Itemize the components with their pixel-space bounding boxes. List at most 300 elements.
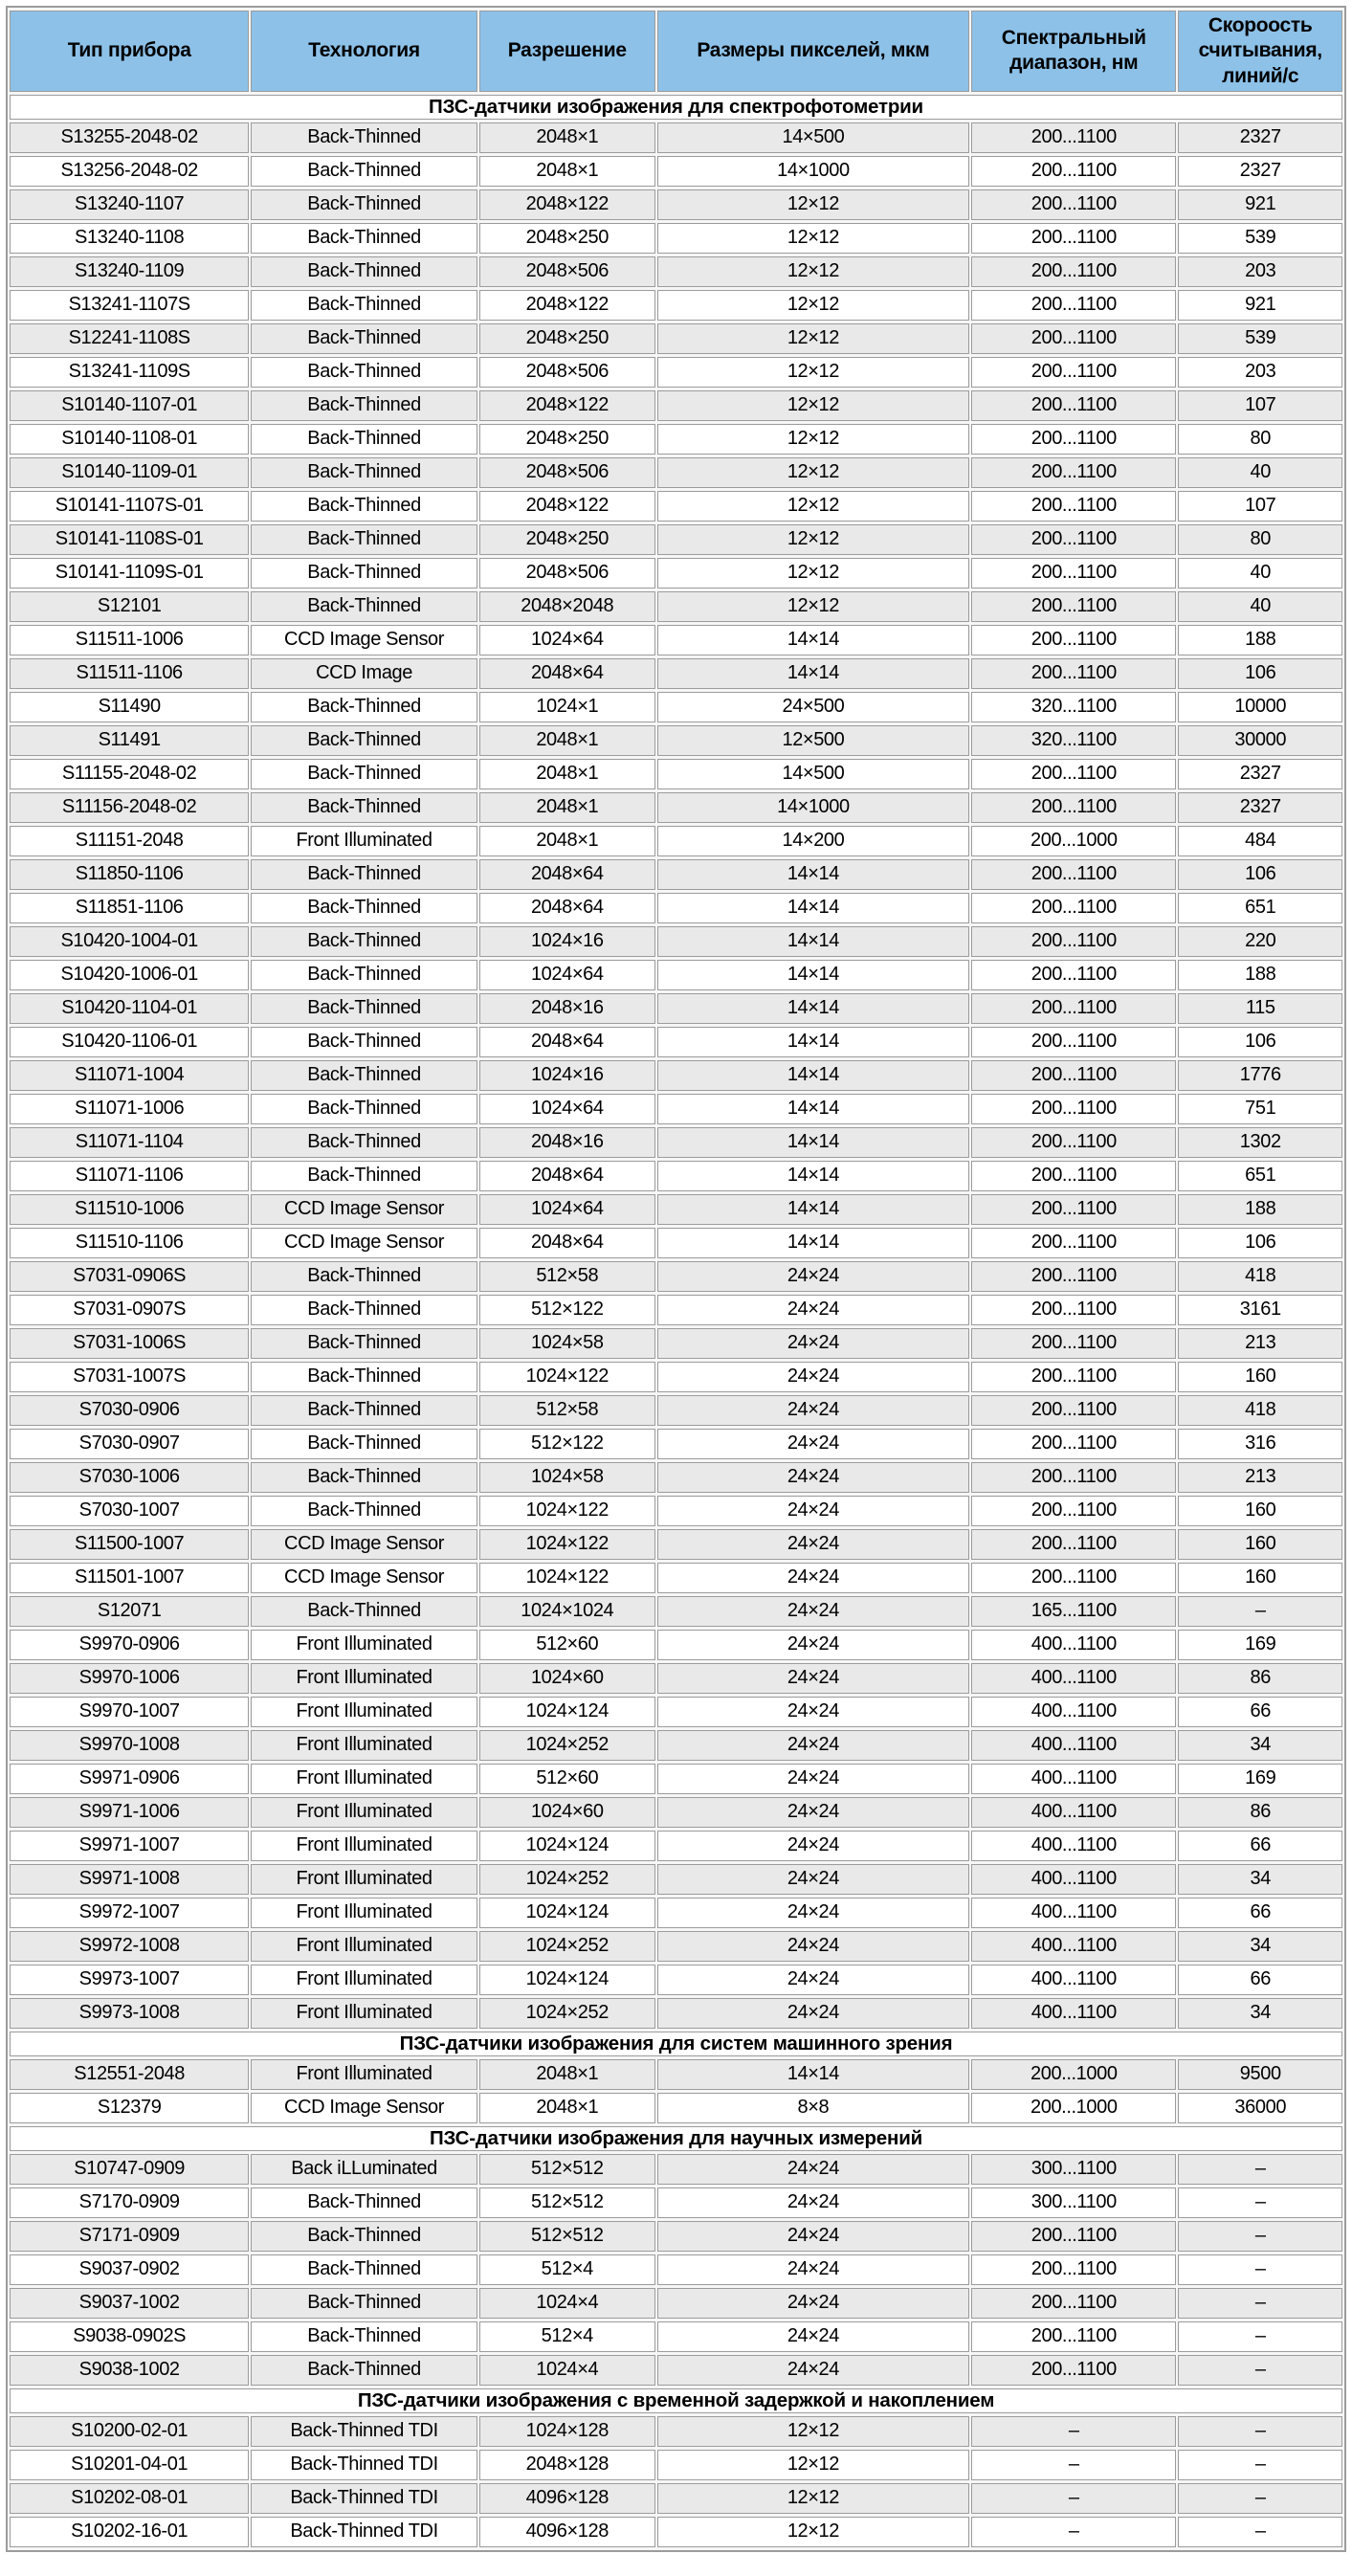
table-row (10, 457, 1342, 488)
cell-technology: Back-Thinned (251, 792, 477, 823)
cell-technology: Back-Thinned (251, 357, 477, 388)
cell-technology: Back-Thinned (251, 457, 477, 488)
cell-resolution: 2048×506 (479, 357, 655, 388)
column-header-device-type: Тип прибора (10, 11, 249, 92)
cell-readout-speed: – (1178, 2450, 1342, 2480)
cell-spectral-range: 400...1100 (971, 1764, 1176, 1794)
cell-pixel-size: 24×24 (657, 1697, 969, 1727)
cell-pixel-size: 24×24 (657, 1563, 969, 1593)
cell-spectral-range: 200...1000 (971, 2059, 1176, 2090)
table-row (10, 1898, 1342, 1928)
cell-spectral-range: 200...1100 (971, 2288, 1176, 2319)
cell-resolution: 2048×506 (479, 256, 655, 287)
cell-readout-speed: 539 (1178, 323, 1342, 354)
cell-technology: Back-Thinned (251, 993, 477, 1024)
cell-device-type: S10141-1107S-01 (10, 491, 249, 522)
cell-device-type: S7030-1006 (10, 1462, 249, 1493)
table-row (10, 1027, 1342, 1057)
cell-spectral-range: 200...1100 (971, 1027, 1176, 1057)
cell-device-type: S11156-2048-02 (10, 792, 249, 823)
cell-spectral-range: 400...1100 (971, 1998, 1176, 2029)
cell-resolution: 2048×64 (479, 859, 655, 890)
cell-spectral-range: 200...1100 (971, 1094, 1176, 1124)
cell-resolution: 4096×128 (479, 2517, 655, 2547)
cell-spectral-range: 200...1100 (971, 2321, 1176, 2352)
cell-readout-speed: 2327 (1178, 156, 1342, 187)
cell-pixel-size: 24×24 (657, 1764, 969, 1794)
cell-technology: CCD Image Sensor (251, 1228, 477, 1258)
table-row (10, 591, 1342, 622)
cell-resolution: 1024×124 (479, 1898, 655, 1928)
cell-device-type: S9970-1008 (10, 1730, 249, 1761)
cell-spectral-range: 200...1100 (971, 625, 1176, 655)
cell-spectral-range: – (971, 2416, 1176, 2447)
table-row (10, 1965, 1342, 1995)
cell-technology: Back-Thinned (251, 960, 477, 990)
table-row (10, 390, 1342, 421)
cell-technology: Back-Thinned (251, 290, 477, 321)
table-row (10, 792, 1342, 823)
cell-resolution: 512×4 (479, 2321, 655, 2352)
cell-technology: Back-Thinned (251, 2187, 477, 2218)
cell-spectral-range: 200...1100 (971, 357, 1176, 388)
cell-spectral-range: 200...1100 (971, 1161, 1176, 1191)
cell-resolution: 2048×1 (479, 792, 655, 823)
table-body (10, 95, 1342, 2547)
cell-readout-speed: 188 (1178, 1194, 1342, 1225)
cell-pixel-size: 24×500 (657, 692, 969, 722)
cell-spectral-range: 200...1100 (971, 1328, 1176, 1359)
table-row (10, 558, 1342, 588)
cell-readout-speed: 30000 (1178, 725, 1342, 756)
cell-readout-speed: 2327 (1178, 759, 1342, 789)
cell-device-type: S9973-1007 (10, 1965, 249, 1995)
cell-readout-speed: – (1178, 2416, 1342, 2447)
cell-readout-speed: 203 (1178, 256, 1342, 287)
cell-pixel-size: 14×14 (657, 993, 969, 1024)
cell-device-type: S7031-1007S (10, 1362, 249, 1392)
cell-device-type: S11511-1006 (10, 625, 249, 655)
cell-device-type: S11511-1106 (10, 658, 249, 689)
cell-resolution: 2048×1 (479, 725, 655, 756)
cell-readout-speed: 107 (1178, 491, 1342, 522)
cell-readout-speed: 106 (1178, 1027, 1342, 1057)
cell-pixel-size: 14×14 (657, 1094, 969, 1124)
cell-spectral-range: 400...1100 (971, 1931, 1176, 1962)
cell-readout-speed: – (1178, 2221, 1342, 2252)
cell-pixel-size: 14×14 (657, 625, 969, 655)
cell-resolution: 2048×1 (479, 759, 655, 789)
cell-technology: Front Illuminated (251, 1831, 477, 1861)
cell-device-type: S10141-1108S-01 (10, 524, 249, 555)
cell-readout-speed: 539 (1178, 223, 1342, 254)
column-header-readout-speed: Скороость считывания, линий/с (1178, 11, 1342, 92)
table-row (10, 2059, 1342, 2090)
cell-device-type: S9971-1008 (10, 1864, 249, 1895)
cell-spectral-range: 200...1100 (971, 1395, 1176, 1426)
cell-spectral-range: 400...1100 (971, 1797, 1176, 1828)
table-row (10, 759, 1342, 789)
cell-technology: Back-Thinned (251, 1395, 477, 1426)
cell-spectral-range: 200...1100 (971, 993, 1176, 1024)
table-row (10, 1529, 1342, 1560)
cell-spectral-range: 200...1100 (971, 1429, 1176, 1459)
cell-technology: Back-Thinned (251, 1596, 477, 1627)
cell-spectral-range: 200...1100 (971, 1060, 1176, 1091)
cell-technology: Front Illuminated (251, 1663, 477, 1694)
cell-technology: Back-Thinned (251, 926, 477, 957)
cell-resolution: 2048×1 (479, 2093, 655, 2123)
section-title: ПЗС-датчики изображения для систем машинного зрения (10, 2032, 1342, 2056)
cell-technology: Back-Thinned (251, 323, 477, 354)
cell-spectral-range: 200...1100 (971, 893, 1176, 923)
table-row (10, 2187, 1342, 2218)
cell-spectral-range: 200...1100 (971, 1496, 1176, 1526)
table-row (10, 859, 1342, 890)
cell-device-type: S11151-2048 (10, 826, 249, 856)
cell-device-type: S13256-2048-02 (10, 156, 249, 187)
cell-technology: Back-Thinned (251, 189, 477, 220)
cell-device-type: S11491 (10, 725, 249, 756)
cell-pixel-size: 12×12 (657, 558, 969, 588)
cell-resolution: 1024×1 (479, 692, 655, 722)
table-row (10, 2517, 1342, 2547)
table-row (10, 1060, 1342, 1091)
cell-resolution: 1024×128 (479, 2416, 655, 2447)
cell-readout-speed: 36000 (1178, 2093, 1342, 2123)
cell-spectral-range: – (971, 2483, 1176, 2514)
cell-device-type: S9971-1007 (10, 1831, 249, 1861)
cell-pixel-size: 12×12 (657, 189, 969, 220)
cell-device-type: S7170-0909 (10, 2187, 249, 2218)
cell-technology: Back-Thinned (251, 725, 477, 756)
cell-readout-speed: 169 (1178, 1630, 1342, 1660)
cell-pixel-size: 14×1000 (657, 156, 969, 187)
cell-pixel-size: 24×24 (657, 2221, 969, 2252)
cell-device-type: S9971-1006 (10, 1797, 249, 1828)
cell-spectral-range: 200...1100 (971, 290, 1176, 321)
cell-resolution: 1024×64 (479, 1094, 655, 1124)
cell-pixel-size: 24×24 (657, 1496, 969, 1526)
cell-device-type: S9970-1006 (10, 1663, 249, 1694)
cell-resolution: 4096×128 (479, 2483, 655, 2514)
cell-pixel-size: 24×24 (657, 1898, 969, 1928)
cell-resolution: 512×60 (479, 1764, 655, 1794)
cell-pixel-size: 14×14 (657, 1194, 969, 1225)
cell-pixel-size: 14×14 (657, 2059, 969, 2090)
cell-readout-speed: – (1178, 2355, 1342, 2386)
cell-resolution: 2048×1 (479, 156, 655, 187)
cell-pixel-size: 24×24 (657, 1362, 969, 1392)
cell-pixel-size: 24×24 (657, 1596, 969, 1627)
cell-technology: Front Illuminated (251, 1697, 477, 1727)
cell-resolution: 1024×58 (479, 1462, 655, 1493)
cell-resolution: 1024×64 (479, 625, 655, 655)
cell-pixel-size: 24×24 (657, 1395, 969, 1426)
cell-readout-speed: 40 (1178, 558, 1342, 588)
cell-readout-speed: 40 (1178, 591, 1342, 622)
cell-readout-speed: 188 (1178, 625, 1342, 655)
section-header-row (10, 2032, 1342, 2056)
cell-spectral-range: 320...1100 (971, 725, 1176, 756)
cell-technology: CCD Image Sensor (251, 625, 477, 655)
cell-resolution: 1024×122 (479, 1496, 655, 1526)
cell-device-type: S13240-1109 (10, 256, 249, 287)
cell-resolution: 2048×16 (479, 1127, 655, 1158)
cell-device-type: S7030-1007 (10, 1496, 249, 1526)
cell-resolution: 1024×60 (479, 1797, 655, 1828)
cell-spectral-range: – (971, 2450, 1176, 2480)
cell-readout-speed: 160 (1178, 1496, 1342, 1526)
cell-device-type: S10420-1106-01 (10, 1027, 249, 1057)
cell-pixel-size: 24×24 (657, 1965, 969, 1995)
cell-readout-speed: – (1178, 2321, 1342, 2352)
cell-pixel-size: 24×24 (657, 1295, 969, 1325)
cell-readout-speed: 86 (1178, 1797, 1342, 1828)
cell-device-type: S12071 (10, 1596, 249, 1627)
cell-resolution: 512×512 (479, 2187, 655, 2218)
cell-resolution: 1024×252 (479, 1864, 655, 1895)
cell-resolution: 1024×122 (479, 1563, 655, 1593)
cell-readout-speed: 213 (1178, 1328, 1342, 1359)
table-row (10, 658, 1342, 689)
table-row (10, 524, 1342, 555)
cell-spectral-range: 200...1100 (971, 926, 1176, 957)
cell-readout-speed: 9500 (1178, 2059, 1342, 2090)
cell-resolution: 2048×250 (479, 223, 655, 254)
cell-pixel-size: 24×24 (657, 2187, 969, 2218)
cell-technology: Back-Thinned (251, 1295, 477, 1325)
cell-resolution: 1024×64 (479, 960, 655, 990)
table-row (10, 1496, 1342, 1526)
cell-readout-speed: 86 (1178, 1663, 1342, 1694)
table-row (10, 1797, 1342, 1828)
cell-pixel-size: 14×14 (657, 658, 969, 689)
table-row (10, 323, 1342, 354)
cell-device-type: S7030-0906 (10, 1395, 249, 1426)
cell-readout-speed: 10000 (1178, 692, 1342, 722)
cell-readout-speed: 34 (1178, 1864, 1342, 1895)
cell-resolution: 2048×122 (479, 290, 655, 321)
cell-technology: Back-Thinned (251, 156, 477, 187)
cell-pixel-size: 12×12 (657, 2416, 969, 2447)
cell-device-type: S10420-1006-01 (10, 960, 249, 990)
table-row (10, 1730, 1342, 1761)
cell-readout-speed: 106 (1178, 1228, 1342, 1258)
cell-pixel-size: 14×14 (657, 1127, 969, 1158)
cell-pixel-size: 14×14 (657, 926, 969, 957)
cell-resolution: 2048×64 (479, 893, 655, 923)
cell-spectral-range: 200...1100 (971, 558, 1176, 588)
cell-device-type: S10420-1004-01 (10, 926, 249, 957)
cell-readout-speed: 316 (1178, 1429, 1342, 1459)
cell-readout-speed: 1302 (1178, 1127, 1342, 1158)
cell-pixel-size: 12×12 (657, 591, 969, 622)
cell-spectral-range: 400...1100 (971, 1697, 1176, 1727)
cell-device-type: S7171-0909 (10, 2221, 249, 2252)
cell-pixel-size: 24×24 (657, 1630, 969, 1660)
table-row (10, 960, 1342, 990)
cell-technology: Front Illuminated (251, 1998, 477, 2029)
cell-device-type: S10140-1109-01 (10, 457, 249, 488)
cell-device-type: S10202-08-01 (10, 2483, 249, 2514)
cell-technology: Back-Thinned (251, 2221, 477, 2252)
cell-technology: Back-Thinned (251, 1027, 477, 1057)
cell-pixel-size: 12×12 (657, 256, 969, 287)
cell-pixel-size: 12×12 (657, 323, 969, 354)
cell-device-type: S9038-0902S (10, 2321, 249, 2352)
table-row (10, 1563, 1342, 1593)
cell-spectral-range: 200...1100 (971, 591, 1176, 622)
cell-resolution: 2048×1 (479, 2059, 655, 2090)
cell-readout-speed: 160 (1178, 1529, 1342, 1560)
cell-pixel-size: 24×24 (657, 1797, 969, 1828)
cell-pixel-size: 14×14 (657, 859, 969, 890)
table-row (10, 1462, 1342, 1493)
cell-readout-speed: 484 (1178, 826, 1342, 856)
cell-device-type: S12101 (10, 591, 249, 622)
cell-pixel-size: 24×24 (657, 1261, 969, 1292)
cell-device-type: S10140-1108-01 (10, 424, 249, 455)
cell-readout-speed: 213 (1178, 1462, 1342, 1493)
cell-device-type: S13240-1108 (10, 223, 249, 254)
cell-pixel-size: 12×12 (657, 357, 969, 388)
cell-device-type: S10202-16-01 (10, 2517, 249, 2547)
cell-resolution: 1024×252 (479, 1998, 655, 2029)
cell-pixel-size: 12×12 (657, 290, 969, 321)
cell-pixel-size: 8×8 (657, 2093, 969, 2123)
cell-spectral-range: 165...1100 (971, 1596, 1176, 1627)
cell-pixel-size: 24×24 (657, 1328, 969, 1359)
cell-resolution: 2048×64 (479, 1027, 655, 1057)
cell-device-type: S7030-0907 (10, 1429, 249, 1459)
cell-resolution: 2048×2048 (479, 591, 655, 622)
cell-technology: Back-Thinned (251, 424, 477, 455)
cell-pixel-size: 14×14 (657, 960, 969, 990)
cell-spectral-range: 200...1100 (971, 457, 1176, 488)
cell-pixel-size: 12×12 (657, 223, 969, 254)
cell-device-type: S10420-1104-01 (10, 993, 249, 1024)
cell-technology: Back-Thinned (251, 1496, 477, 1526)
table-row (10, 2321, 1342, 2352)
cell-pixel-size: 14×200 (657, 826, 969, 856)
table-row (10, 1094, 1342, 1124)
cell-spectral-range: 400...1100 (971, 1831, 1176, 1861)
cell-technology: CCD Image (251, 658, 477, 689)
cell-technology: Back-Thinned (251, 1127, 477, 1158)
cell-readout-speed: 115 (1178, 993, 1342, 1024)
cell-technology: Front Illuminated (251, 1965, 477, 1995)
cell-technology: Back iLLuminated (251, 2154, 477, 2185)
cell-pixel-size: 12×12 (657, 2450, 969, 2480)
cell-technology: Back-Thinned (251, 2254, 477, 2285)
cell-resolution: 2048×250 (479, 524, 655, 555)
cell-technology: Back-Thinned (251, 390, 477, 421)
table-header (10, 11, 1342, 92)
cell-readout-speed: 40 (1178, 457, 1342, 488)
cell-technology: Front Illuminated (251, 1864, 477, 1895)
cell-pixel-size: 24×24 (657, 1730, 969, 1761)
cell-spectral-range: 200...1100 (971, 156, 1176, 187)
cell-pixel-size: 12×12 (657, 457, 969, 488)
cell-resolution: 512×122 (479, 1295, 655, 1325)
cell-readout-speed: 106 (1178, 859, 1342, 890)
section-title: ПЗС-датчики изображения для научных измерений (10, 2126, 1342, 2151)
table-row (10, 1831, 1342, 1861)
cell-pixel-size: 24×24 (657, 2154, 969, 2185)
cell-device-type: S9037-1002 (10, 2288, 249, 2319)
cell-pixel-size: 12×12 (657, 524, 969, 555)
cell-technology: Back-Thinned (251, 1429, 477, 1459)
table-frame (6, 6, 1346, 2552)
cell-readout-speed: 751 (1178, 1094, 1342, 1124)
cell-technology: Back-Thinned (251, 1362, 477, 1392)
cell-device-type: S9970-0906 (10, 1630, 249, 1660)
table-row (10, 1228, 1342, 1258)
cell-technology: Front Illuminated (251, 1730, 477, 1761)
cell-spectral-range: 200...1100 (971, 189, 1176, 220)
table-row (10, 826, 1342, 856)
cell-device-type: S13240-1107 (10, 189, 249, 220)
cell-technology: Back-Thinned (251, 1261, 477, 1292)
cell-pixel-size: 24×24 (657, 1429, 969, 1459)
cell-technology: Back-Thinned (251, 859, 477, 890)
table-row (10, 1194, 1342, 1225)
table-row (10, 1127, 1342, 1158)
table-row (10, 1295, 1342, 1325)
table-row (10, 156, 1342, 187)
cell-spectral-range: 300...1100 (971, 2187, 1176, 2218)
cell-device-type: S10141-1109S-01 (10, 558, 249, 588)
cell-device-type: S11510-1006 (10, 1194, 249, 1225)
cell-technology: Front Illuminated (251, 1931, 477, 1962)
cell-pixel-size: 14×1000 (657, 792, 969, 823)
cell-readout-speed: 2327 (1178, 122, 1342, 153)
cell-spectral-range: – (971, 2517, 1176, 2547)
cell-resolution: 512×58 (479, 1261, 655, 1292)
header-row (10, 11, 1342, 92)
cell-technology: Back-Thinned (251, 524, 477, 555)
cell-resolution: 2048×1 (479, 826, 655, 856)
cell-device-type: S11490 (10, 692, 249, 722)
cell-readout-speed: 921 (1178, 290, 1342, 321)
cell-readout-speed: – (1178, 1596, 1342, 1627)
cell-resolution: 2048×1 (479, 122, 655, 153)
cell-technology: Back-Thinned TDI (251, 2416, 477, 2447)
cell-technology: Front Illuminated (251, 1797, 477, 1828)
table-row (10, 189, 1342, 220)
table-row (10, 223, 1342, 254)
cell-pixel-size: 24×24 (657, 1529, 969, 1560)
cell-spectral-range: 400...1100 (971, 1965, 1176, 1995)
cell-readout-speed: 66 (1178, 1831, 1342, 1861)
cell-resolution: 2048×122 (479, 189, 655, 220)
column-header-pixel-size: Размеры пикселей, мкм (657, 11, 969, 92)
table-row (10, 1362, 1342, 1392)
cell-device-type: S13241-1107S (10, 290, 249, 321)
cell-pixel-size: 24×24 (657, 1831, 969, 1861)
table-row (10, 1328, 1342, 1359)
section-header-row (10, 2388, 1342, 2413)
cell-spectral-range: 200...1100 (971, 491, 1176, 522)
cell-spectral-range: 400...1100 (971, 1898, 1176, 1928)
cell-pixel-size: 14×14 (657, 1228, 969, 1258)
cell-resolution: 1024×58 (479, 1328, 655, 1359)
cell-spectral-range: 200...1100 (971, 1462, 1176, 1493)
cell-technology: Back-Thinned (251, 558, 477, 588)
cell-technology: Back-Thinned TDI (251, 2517, 477, 2547)
cell-device-type: S12379 (10, 2093, 249, 2123)
